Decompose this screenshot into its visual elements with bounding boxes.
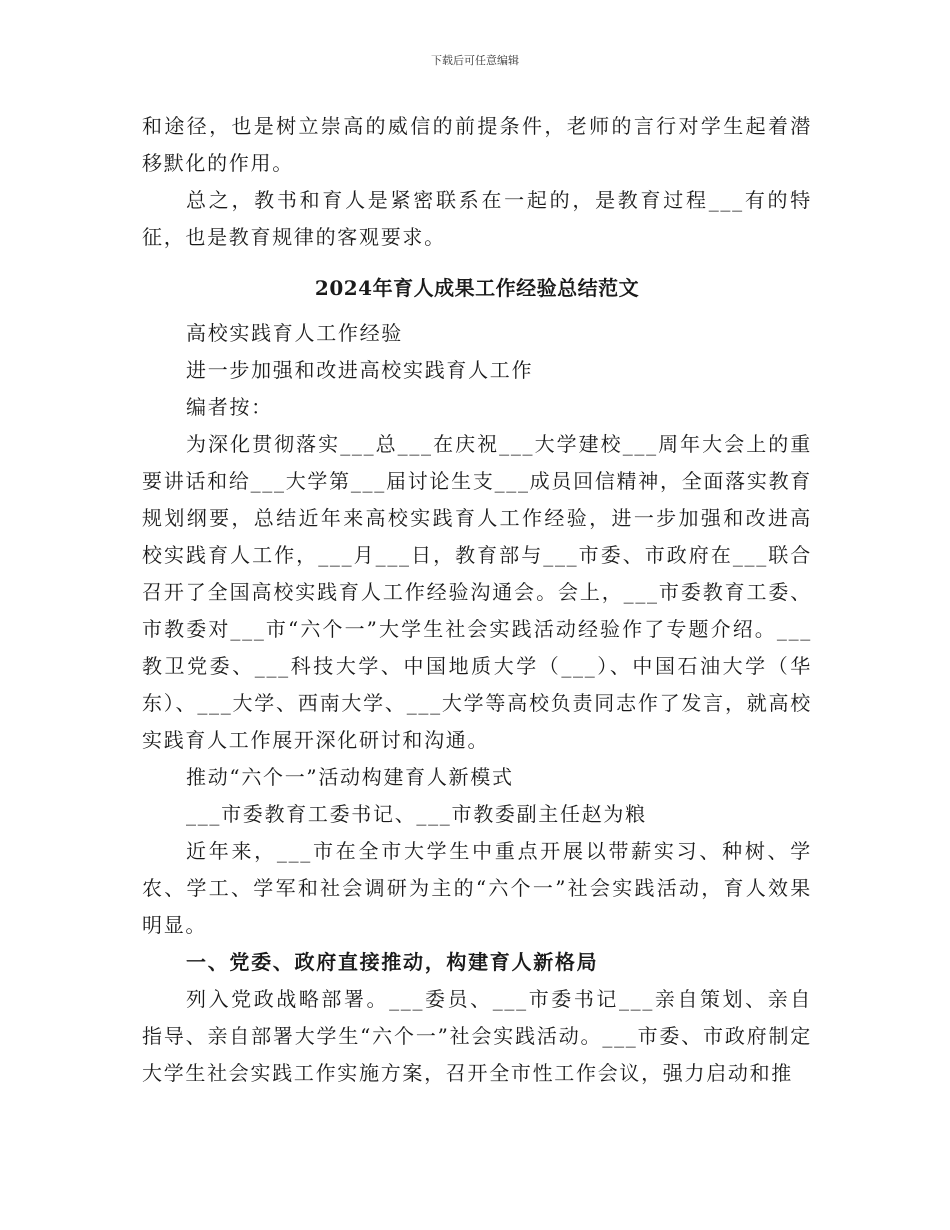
author-line: ___市委教育工委书记、___市教委副主任赵为粮	[186, 802, 647, 826]
section-heading-model: 推动“六个一”活动构建育人新模式	[186, 765, 514, 789]
paragraph-intro: 近年来，___市在全市大学生中重点开展以带薪实习、种树、学农、学工、学军和社会调研为主的“六个一”社会实践活动，育人效果明显。	[142, 839, 812, 937]
paragraph-strategy: 列入党政战略部署。___委员、___市委书记___亲自策划、亲自指导、亲自部署大学生“六个一”社会实践活动。___市委、市政府制定大学生社会实践工作实施方案，召开全市性工作会议，强力启动和推	[142, 987, 812, 1085]
subtitle-experience: 高校实践育人工作经验	[186, 321, 403, 345]
editor-note-label: 编者按：	[186, 395, 273, 419]
subtitle-improve: 进一步加强和改进高校实践育人工作	[186, 358, 534, 382]
document-title: 2024年育人成果工作经验总结范文	[314, 276, 640, 300]
paragraph-editor-note: 为深化贯彻落实___总___在庆祝___大学建校___周年大会上的重要讲话和给___大学第___届讨论生支___成员回信精神，全面落实教育规划纲要，总结近年来高校实践育人工作经验，进一步加强和改进高校实践育人工作，___月___日，教育部与___市委、市政府在___联合召开了全国高校实践育人工作经验沟通会。会上，___市委教育工委、市教委对___市“六个一”大学生社会实践活动经验作了专题介绍。___教卫党委、___科技大学、中国地质大学（___）、中国石油大学（华东）、___大学、西南大学、___大学等高校负责同志作了发言，就高校实践育人工作展开深化研讨和沟通。	[142, 432, 812, 752]
paragraph-continuation: 和途径，也是树立崇高的威信的前提条件，老师的言行对学生起着潜移默化的作用。	[142, 114, 812, 175]
document-body	[142, 108, 812, 1092]
page-header-note: 下载后可任意编辑	[431, 54, 519, 67]
section-heading-one: 一、党委、政府直接推动，构建育人新格局	[186, 950, 599, 974]
paragraph-conclusion: 总之，教书和育人是紧密联系在一起的，是教育过程___有的特征，也是教育规律的客观要求。	[142, 188, 812, 249]
